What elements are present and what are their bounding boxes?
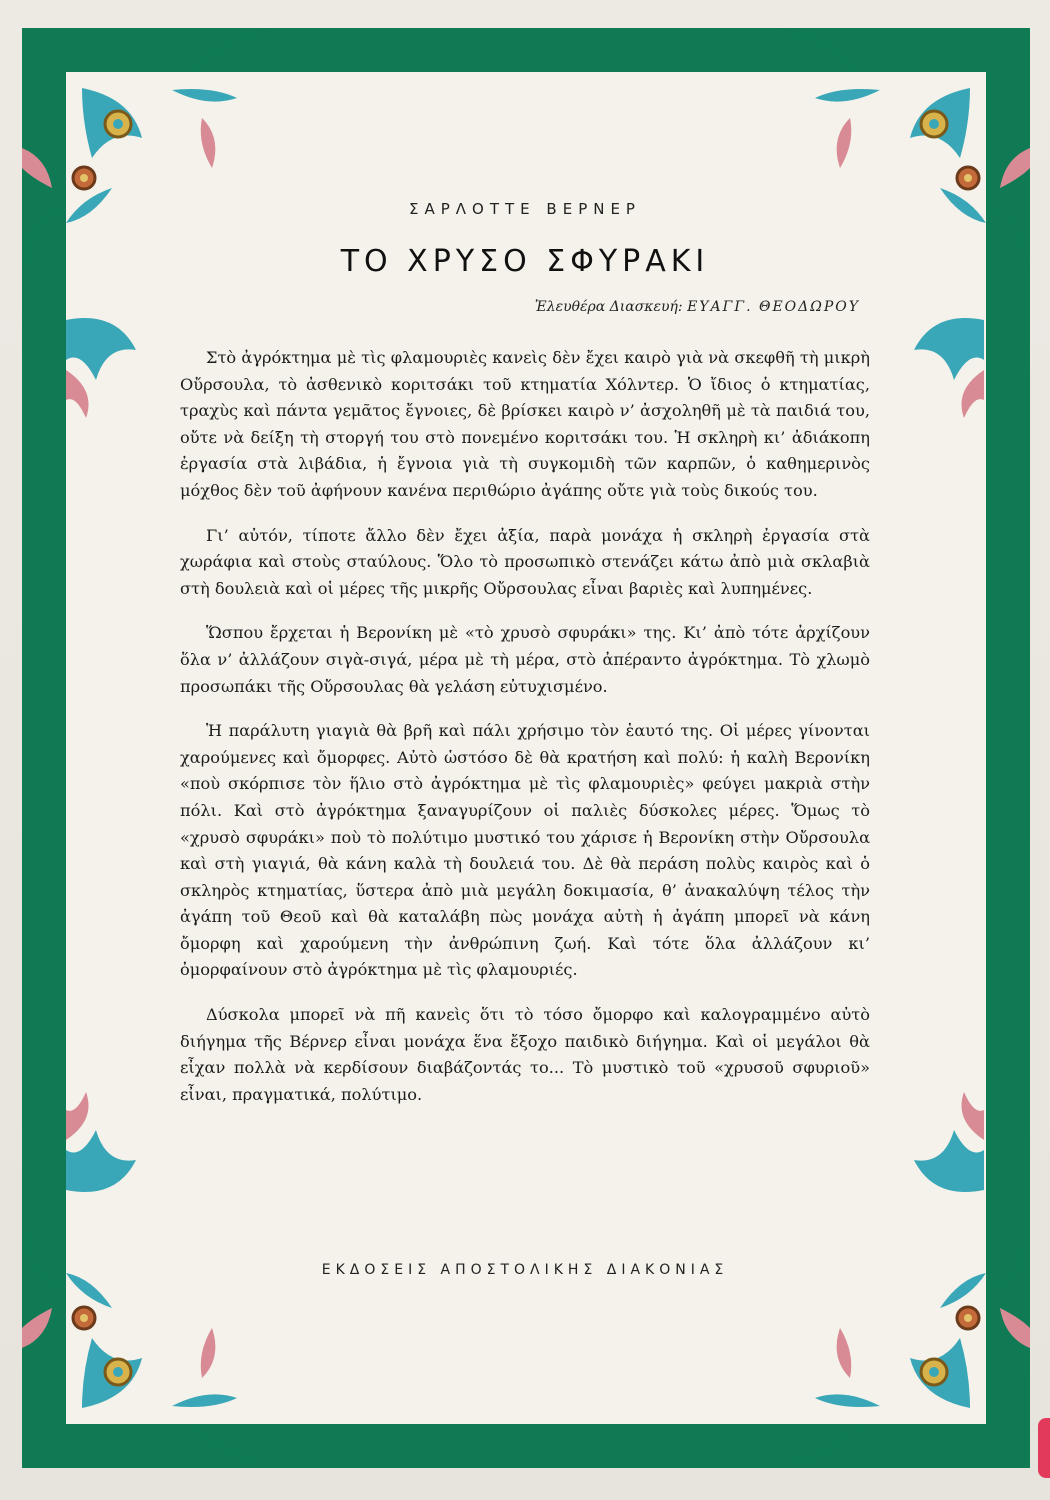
blurb-paragraph-5: Δύσκολα μπορεῖ νὰ πῆ κανεὶς ὅτι τὸ τόσο ὄμορφο καὶ καλογραμμένο αὐτὸ διήγημα τῆς Βέρνερ εἶναι μονάχα ἕνα ἔξοχο παιδικὸ διήγημα. Καὶ οἱ μεγάλοι θὰ εἶχαν πολλὰ νὰ κερδίσουν διαβάζοντάς το... Τὸ μυστικὸ τοῦ «χρυσοῦ σφυριοῦ» εἶναι, πραγματικά, πολύτιμο. xyxy=(180,1005,870,1104)
edge-sticker xyxy=(1038,1418,1050,1478)
blurb-paragraph-4: Ἡ παράλυτη γιαγιὰ θὰ βρῆ καὶ πάλι χρήσιμο τὸν ἑαυτό της. Οἱ μέρες γίνονται χαρούμενες καὶ ὄμορφες. Αὐτὸ ὡστόσο δὲ θὰ κρατήση καὶ πολύ: ἡ καλὴ Βερονίκη «ποὺ σκόρπισε τὸν ἥλιο στὸ ἀγρόκτημα μὲ τὶς φλαμουριὲς» φεύγει μακριὰ στὴν πόλι. Καὶ στὸ ἀγρόκτημα ξαναγυρίζουν οἱ παλιὲς δύσκολες μέρες. Ὅμως τὸ «χρυσὸ σφυράκι» ποὺ τὸ πολύτιμο μυστικό του χάρισε ἡ Βερονίκη στὴν Οὔρσουλα καὶ στὴ γιαγιά, θὰ κάνη καλὰ τὴ δουλειά του. Δὲ θὰ περάση πολὺς καιρὸς καὶ ὁ σκληρὸς κτηματίας, ὕστερα ἀπὸ μιὰ μεγάλη δοκιμασία, θ’ ἀνακαλύψη τέλος τὴν ἀγάπη τοῦ Θεοῦ καὶ θὰ καταλάβη πὼς μονάχα αὐτὴ ἡ ἀγάπη μπορεῖ νὰ κάνη ὄμορφη καὶ χαρούμενη τὴν ἀνθρώπινη ζωή. Καὶ τότε ὅλα ἀλλάζουν κι’ ὀμορφαίνουν στὸ ἀγρόκτημα μὲ τὶς φλαμουριές. xyxy=(180,721,870,980)
side-ornament-right-upper xyxy=(894,300,984,420)
blurb-paragraph-3: Ὥσπου ἔρχεται ἡ Βερονίκη μὲ «τὸ χρυσὸ σφυράκι» της. Κι’ ἀπὸ τότε ἀρχίζουν ὅλα ν’ ἀλλάζουν σιγὰ-σιγά, μέρα μὲ τὴ μέρα, στὸ ἀπέραντο ἀγρόκτημα. Τὸ χλωμὸ προσωπάκι τῆς Οὔρσουλας θὰ γελάση εὐτυχισμένο. xyxy=(180,623,870,696)
side-ornament-left-lower xyxy=(66,1090,156,1210)
corner-ornament-bottom-right xyxy=(780,1218,1030,1468)
adaptation-credit xyxy=(180,299,870,315)
author-name: ΣΑΡΛΟΤΤΕ ΒΕΡΝΕΡ xyxy=(409,200,641,218)
publisher-name: ΕΚΔΟΣΕΙΣ ΑΠΟΣΤΟΛΙΚΗΣ ΔΙΑΚΟΝΙΑΣ xyxy=(321,1262,729,1278)
side-ornament-right-lower xyxy=(894,1090,984,1210)
corner-ornament-bottom-left xyxy=(22,1218,272,1468)
book-title: ΤΟ ΧΡΥΣΟ ΣΦΥΡΑΚΙ xyxy=(340,244,710,279)
blurb-paragraph-2: Γι’ αὐτόν, τίποτε ἄλλο δὲν ἔχει ἀξία, παρὰ μονάχα ἡ σκληρὴ ἐργασία στὰ χωράφια καὶ στοὺς σταύλους. Ὅλο τὸ προσωπικὸ στενάζει κάτω ἀπὸ μιὰ σκλαβιὰ στὴ δουλειὰ καὶ οἱ μέρες τῆς μικρῆς Οὔρσουλας εἶναι βαριὲς καὶ λυπημένες. xyxy=(180,525,870,598)
adaptation-author: ΕΥΑΓΓ. ΘΕΟΔΩΡΟΥ xyxy=(687,299,860,315)
cover-text xyxy=(180,200,870,1126)
side-ornament-left-upper xyxy=(66,300,156,420)
adaptation-label: Ἐλευθέρα Διασκευή: xyxy=(534,299,683,315)
blurb-paragraph-1: Στὸ ἀγρόκτημα μὲ τὶς φλαμουριὲς κανεὶς δὲν ἔχει καιρὸ γιὰ νὰ σκεφθῆ τὴ μικρὴ Οὔρσουλα, τὸ ἀσθενικὸ κοριτσάκι τοῦ κτηματία Χόλντερ. Ὁ ἴδιος ὁ κτηματίας, τραχὺς καὶ πάντα γεμᾶτος ἔγνοιες, δὲ βρίσκει καιρὸ ν’ ἀσχοληθῆ μὲ τὰ παιδιά του, οὔτε νὰ δείξη τὴ στοργή του στὸ πονεμένο κοριτσάκι του. Ἡ σκληρὴ κι’ ἀδιάκοπη ἐργασία στὰ λιβάδια, ἡ ἔγνοια γιὰ τὴ συγκομιδὴ τῶν καρπῶν, ὁ καθημερινὸς μόχθος δὲν τοῦ ἀφήνουν κανένα περιθώριο ἀγάπης οὔτε γιὰ τοὺς δικούς του. xyxy=(180,348,870,500)
